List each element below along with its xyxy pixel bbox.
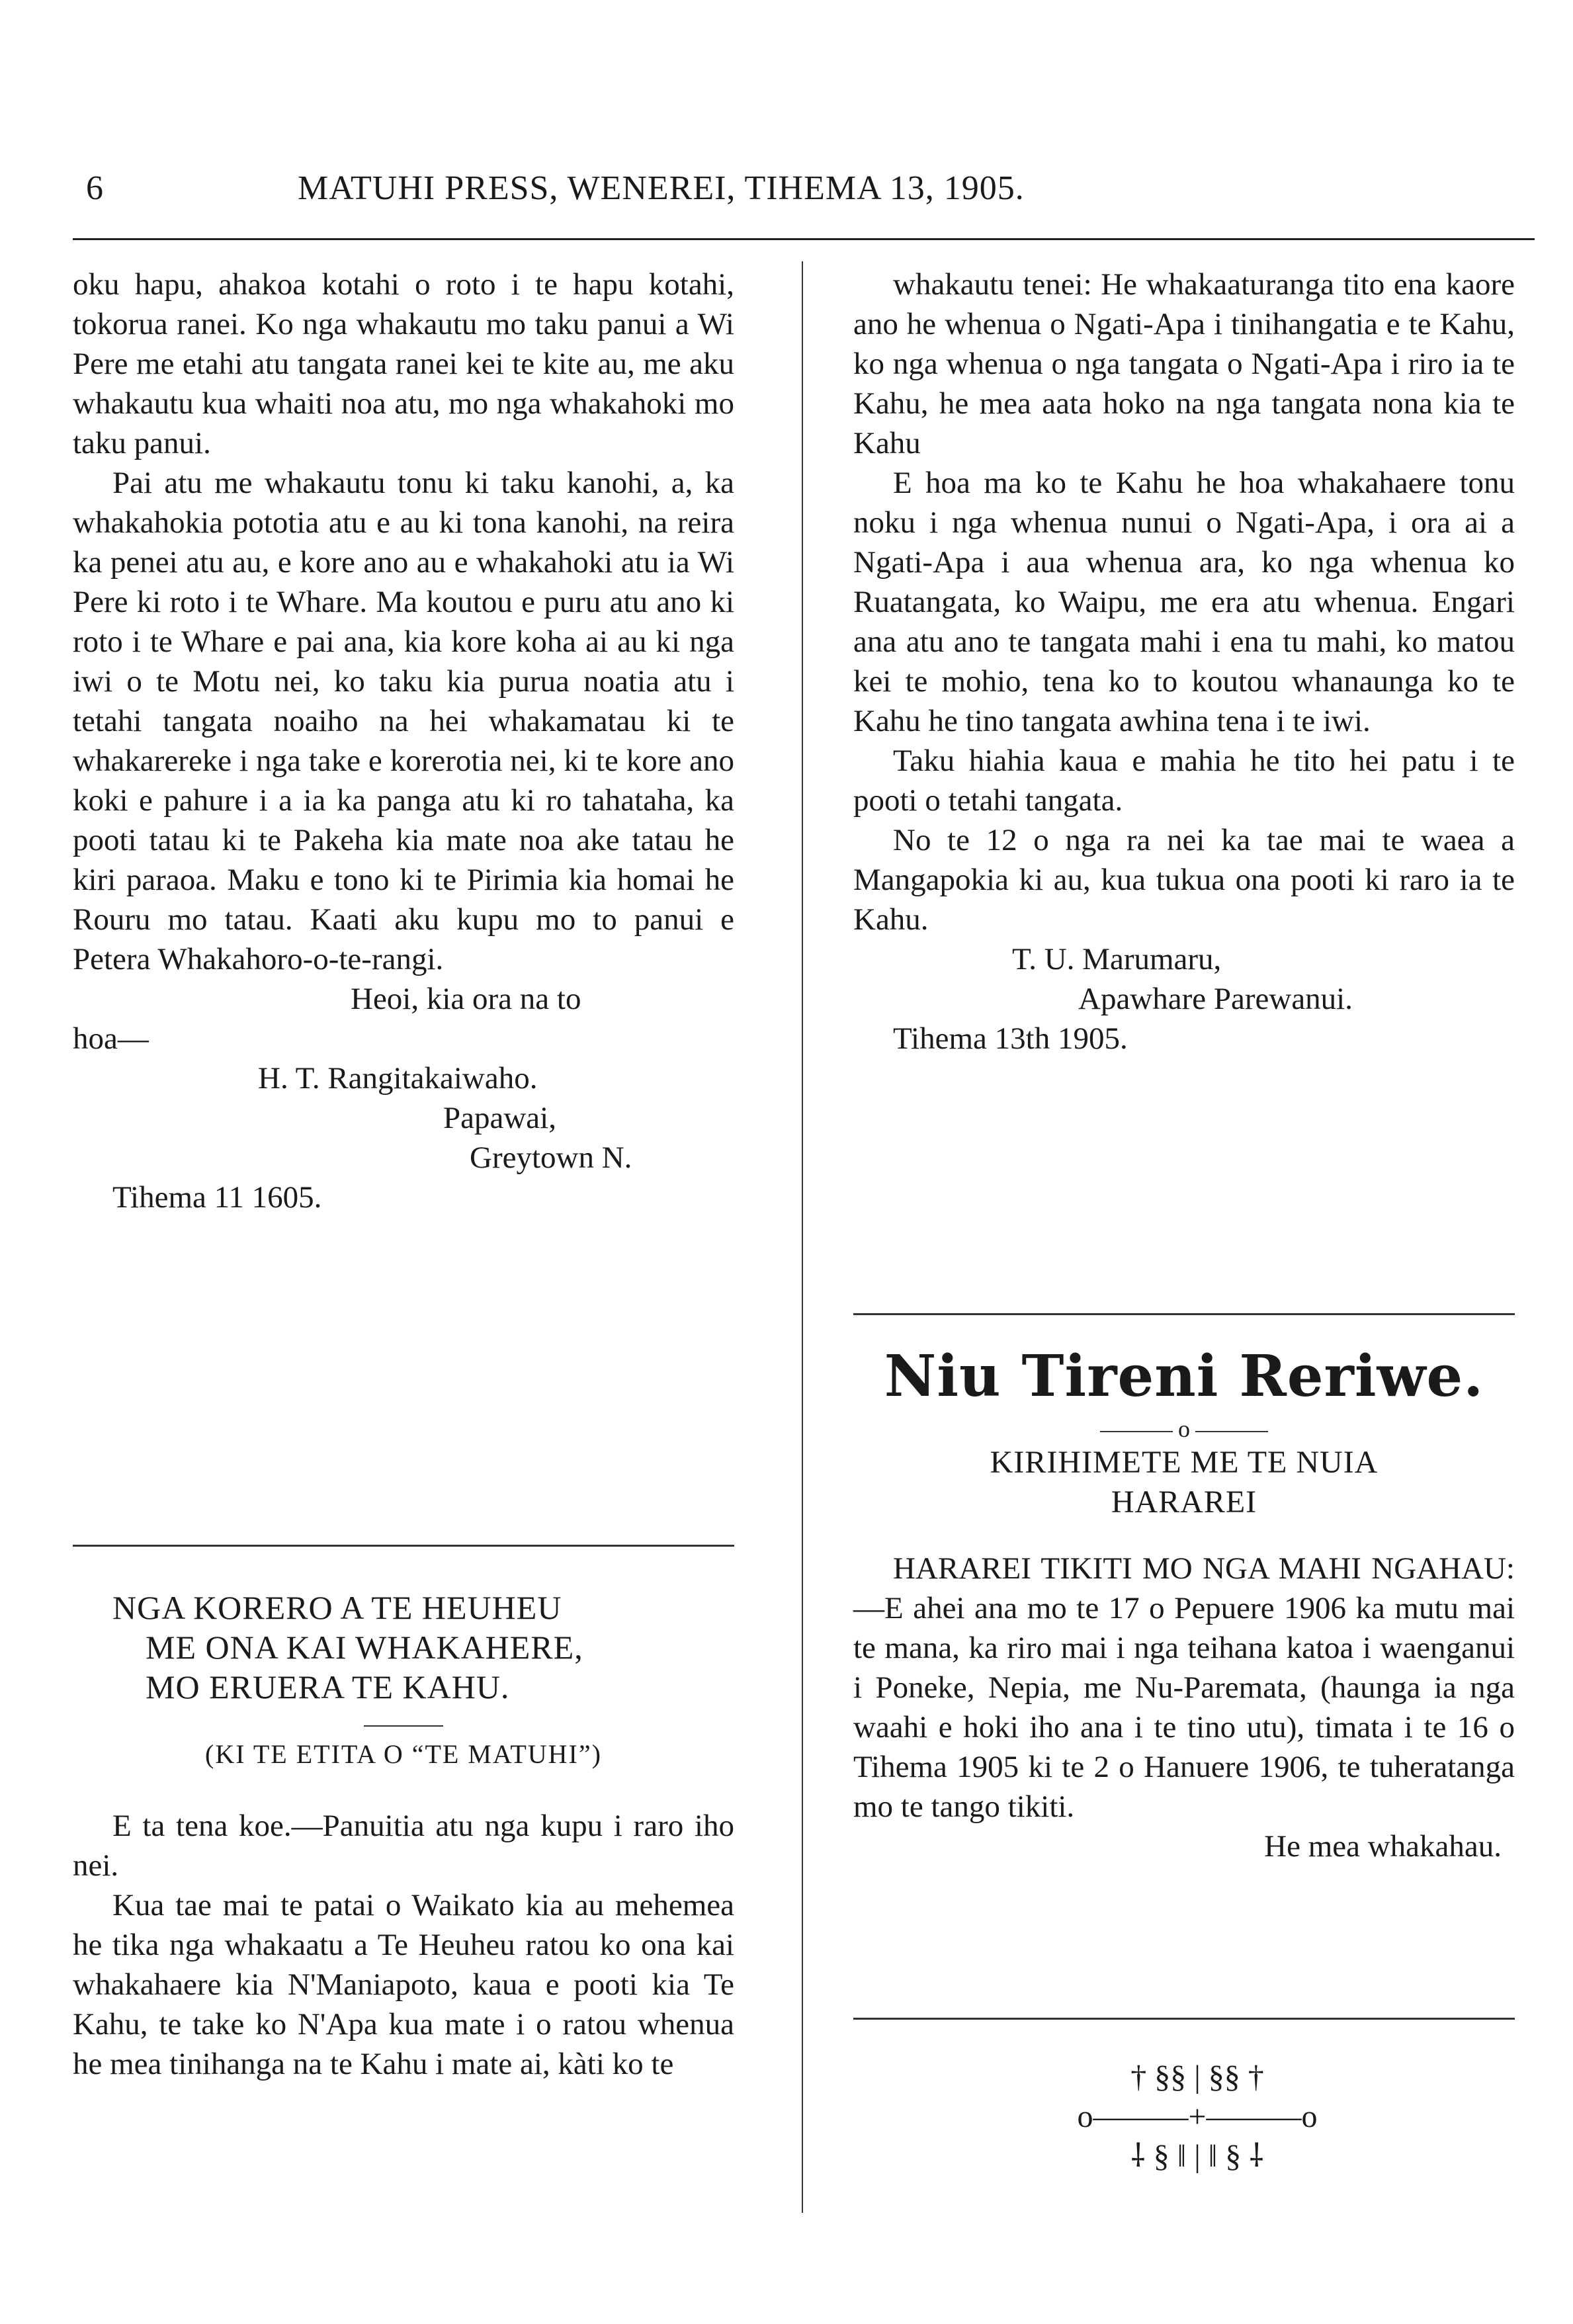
signature-name: T. U. Marumaru, bbox=[1012, 942, 1222, 976]
article-paragraph: Taku hiahia kaua e mahia he tito hei patu i te pooti o tetahi tangata. bbox=[853, 744, 1515, 818]
article-heading-line: ME ONA KAI WHAKAHERE, bbox=[146, 1629, 583, 1666]
letter-closing-end: hoa— bbox=[73, 1021, 149, 1056]
signature-name: H. T. Rangitakaiwaho. bbox=[258, 1061, 538, 1096]
right-column-article bbox=[853, 265, 1515, 1058]
header-rule bbox=[73, 238, 1535, 240]
page-header bbox=[86, 169, 1515, 215]
notice-body: HARAREI TIKITI MO NGA MAHI NGAHAU:—E ahei ana mo te 17 o Pepuere 1906 ka mutu mai te mana, ka riro mai i nga teihana katoa i waenganui i Poneke, Nepia, me Nu-Paremata, (haunga ia nga waahi e hoki iho ana i te tino utu), timata i te 16 o Tihema 1905 ki te 2 o Hanuere 1906, te tuheratanga mo te tango tikiti. bbox=[853, 1551, 1515, 1824]
left-column-letter bbox=[73, 265, 734, 1217]
article-body bbox=[73, 1806, 734, 2084]
notice-subtitle: KIRIHIMETE ME TE NUIA bbox=[990, 1445, 1379, 1480]
article-heading bbox=[73, 1588, 734, 1770]
notice-signoff: He mea whakahau. bbox=[1264, 1829, 1502, 1864]
page-number: 6 bbox=[86, 169, 103, 207]
letter-paragraph: Pai atu me whakautu tonu ki taku kanohi, a, ka whakahokia pototia atu e au ki tona kanohi, na reira ka penei atu au, e kore ano au e whakahoki atu ia Wi Pere ki roto i te Whare. Ma koutou e puru atu ano ki roto i te Whare e pai ana, kia kore koha ai au ki nga iwi o te Motu nei, ko taku kia purua noatia atu i tetahi tangata noaiho na hei whakamatau ki te whakarereke i nga take e korerotia nei, ki te kore ano koki e pahure i a ia ka panga atu ki ro tahataha, ka pooti tatau ki te Pakeha kia mate noa ake tatau he kiri paraoa. Maku e tono ki te Pirimia kia homai he Rouru mo tatau. Kaati aku kupu mo to panui e Petera Whakahoro-o-te-rangi. bbox=[73, 466, 734, 976]
notice-title: Niu Tireni Reriwe. bbox=[884, 1343, 1484, 1410]
article-paragraph: No te 12 o nga ra nei ka tae mai te waea a Mangapokia ki au, kua tukua ona pooti ki raro ia te Kahu. bbox=[853, 823, 1515, 937]
section-rule bbox=[853, 2018, 1515, 2020]
signature-place: Papawai, bbox=[443, 1101, 556, 1135]
letter-paragraph: oku hapu, ahakoa kotahi o roto i te hapu kotahi, tokorua ranei. Ko nga whakautu mo taku panui a Wi Pere me etahi atu tangata ranei kei te kite au, me aku whakautu kua whaiti noa atu, mo nga whakahoki mo taku panui. bbox=[73, 267, 734, 460]
railway-notice bbox=[853, 1343, 1515, 1866]
section-rule bbox=[73, 1545, 734, 1547]
article-heading-line: NGA KORERO A TE HEUHEU bbox=[112, 1589, 562, 1626]
article-paragraph: Kua tae mai te patai o Waikato kia au mehemea he tika nga whakaatu a Te Heuheu ratou ko ona kai whakahaere kia N'Maniapoto, kaua e pooti kia Te Kahu, te take ko N'Apa kua mate i o ratou whenua he mea tinihanga na te Kahu i mate ai, kàti ko te bbox=[73, 1888, 734, 2081]
ornament-row: † §§ | §§ † bbox=[1130, 2059, 1264, 2094]
letter-closing: Heoi, kia ora na to bbox=[351, 982, 581, 1016]
signature-date: Tihema 11 1605. bbox=[112, 1180, 322, 1215]
ornament-dingbat bbox=[1058, 2057, 1336, 2176]
signature-date: Tihema 13th 1905. bbox=[893, 1021, 1128, 1056]
ornament-row: o———+———o bbox=[1077, 2099, 1318, 2134]
article-paragraph: whakautu tenei: He whakaaturanga tito ena kaore ano he whenua o Ngati-Apa i tinihangatia e te Kahu, ko nga whenua o nga tangata o Ngati-Apa i riro ia te Kahu, he mea aata hoko na nga tangata nona kia te Kahu bbox=[853, 267, 1515, 460]
signature-place: Greytown N. bbox=[470, 1140, 632, 1175]
notice-separator: o bbox=[853, 1415, 1515, 1443]
article-heading-line: MO ERUERA TE KAHU. bbox=[146, 1668, 510, 1705]
running-head: MATUHI PRESS, WENEREI, TIHEMA 13, 1905. bbox=[298, 169, 1025, 207]
article-paragraph: E ta tena koe.—Panuitia atu nga kupu i raro iho nei. bbox=[73, 1809, 734, 1883]
section-rule bbox=[853, 1313, 1515, 1315]
ornament-row: ⸸ § ‖ | ‖ § ⸸ bbox=[1130, 2139, 1264, 2174]
article-subheading: (KI TE ETITA O “TE MATUHI”) bbox=[205, 1739, 602, 1769]
article-paragraph: E hoa ma ko te Kahu he hoa whakahaere tonu noku i nga whenua nunui o Ngati-Apa, i ora ai a Ngati-Apa i aua whenua ara, ko nga whenua ko Ruatangata, ko Waipu, me era atu whenua. Engari ana atu ano te tangata mahi i ena tu mahi, ko matou kei te mohio, tena ko to koutou whanaunga ko te Kahu he tino tangata awhina tena i te iwi. bbox=[853, 466, 1515, 738]
signature-place: Apawhare Parewanui. bbox=[1078, 982, 1353, 1016]
heading-short-rule bbox=[364, 1725, 443, 1727]
notice-subtitle: HARAREI bbox=[1111, 1485, 1257, 1520]
column-divider bbox=[802, 261, 803, 2213]
